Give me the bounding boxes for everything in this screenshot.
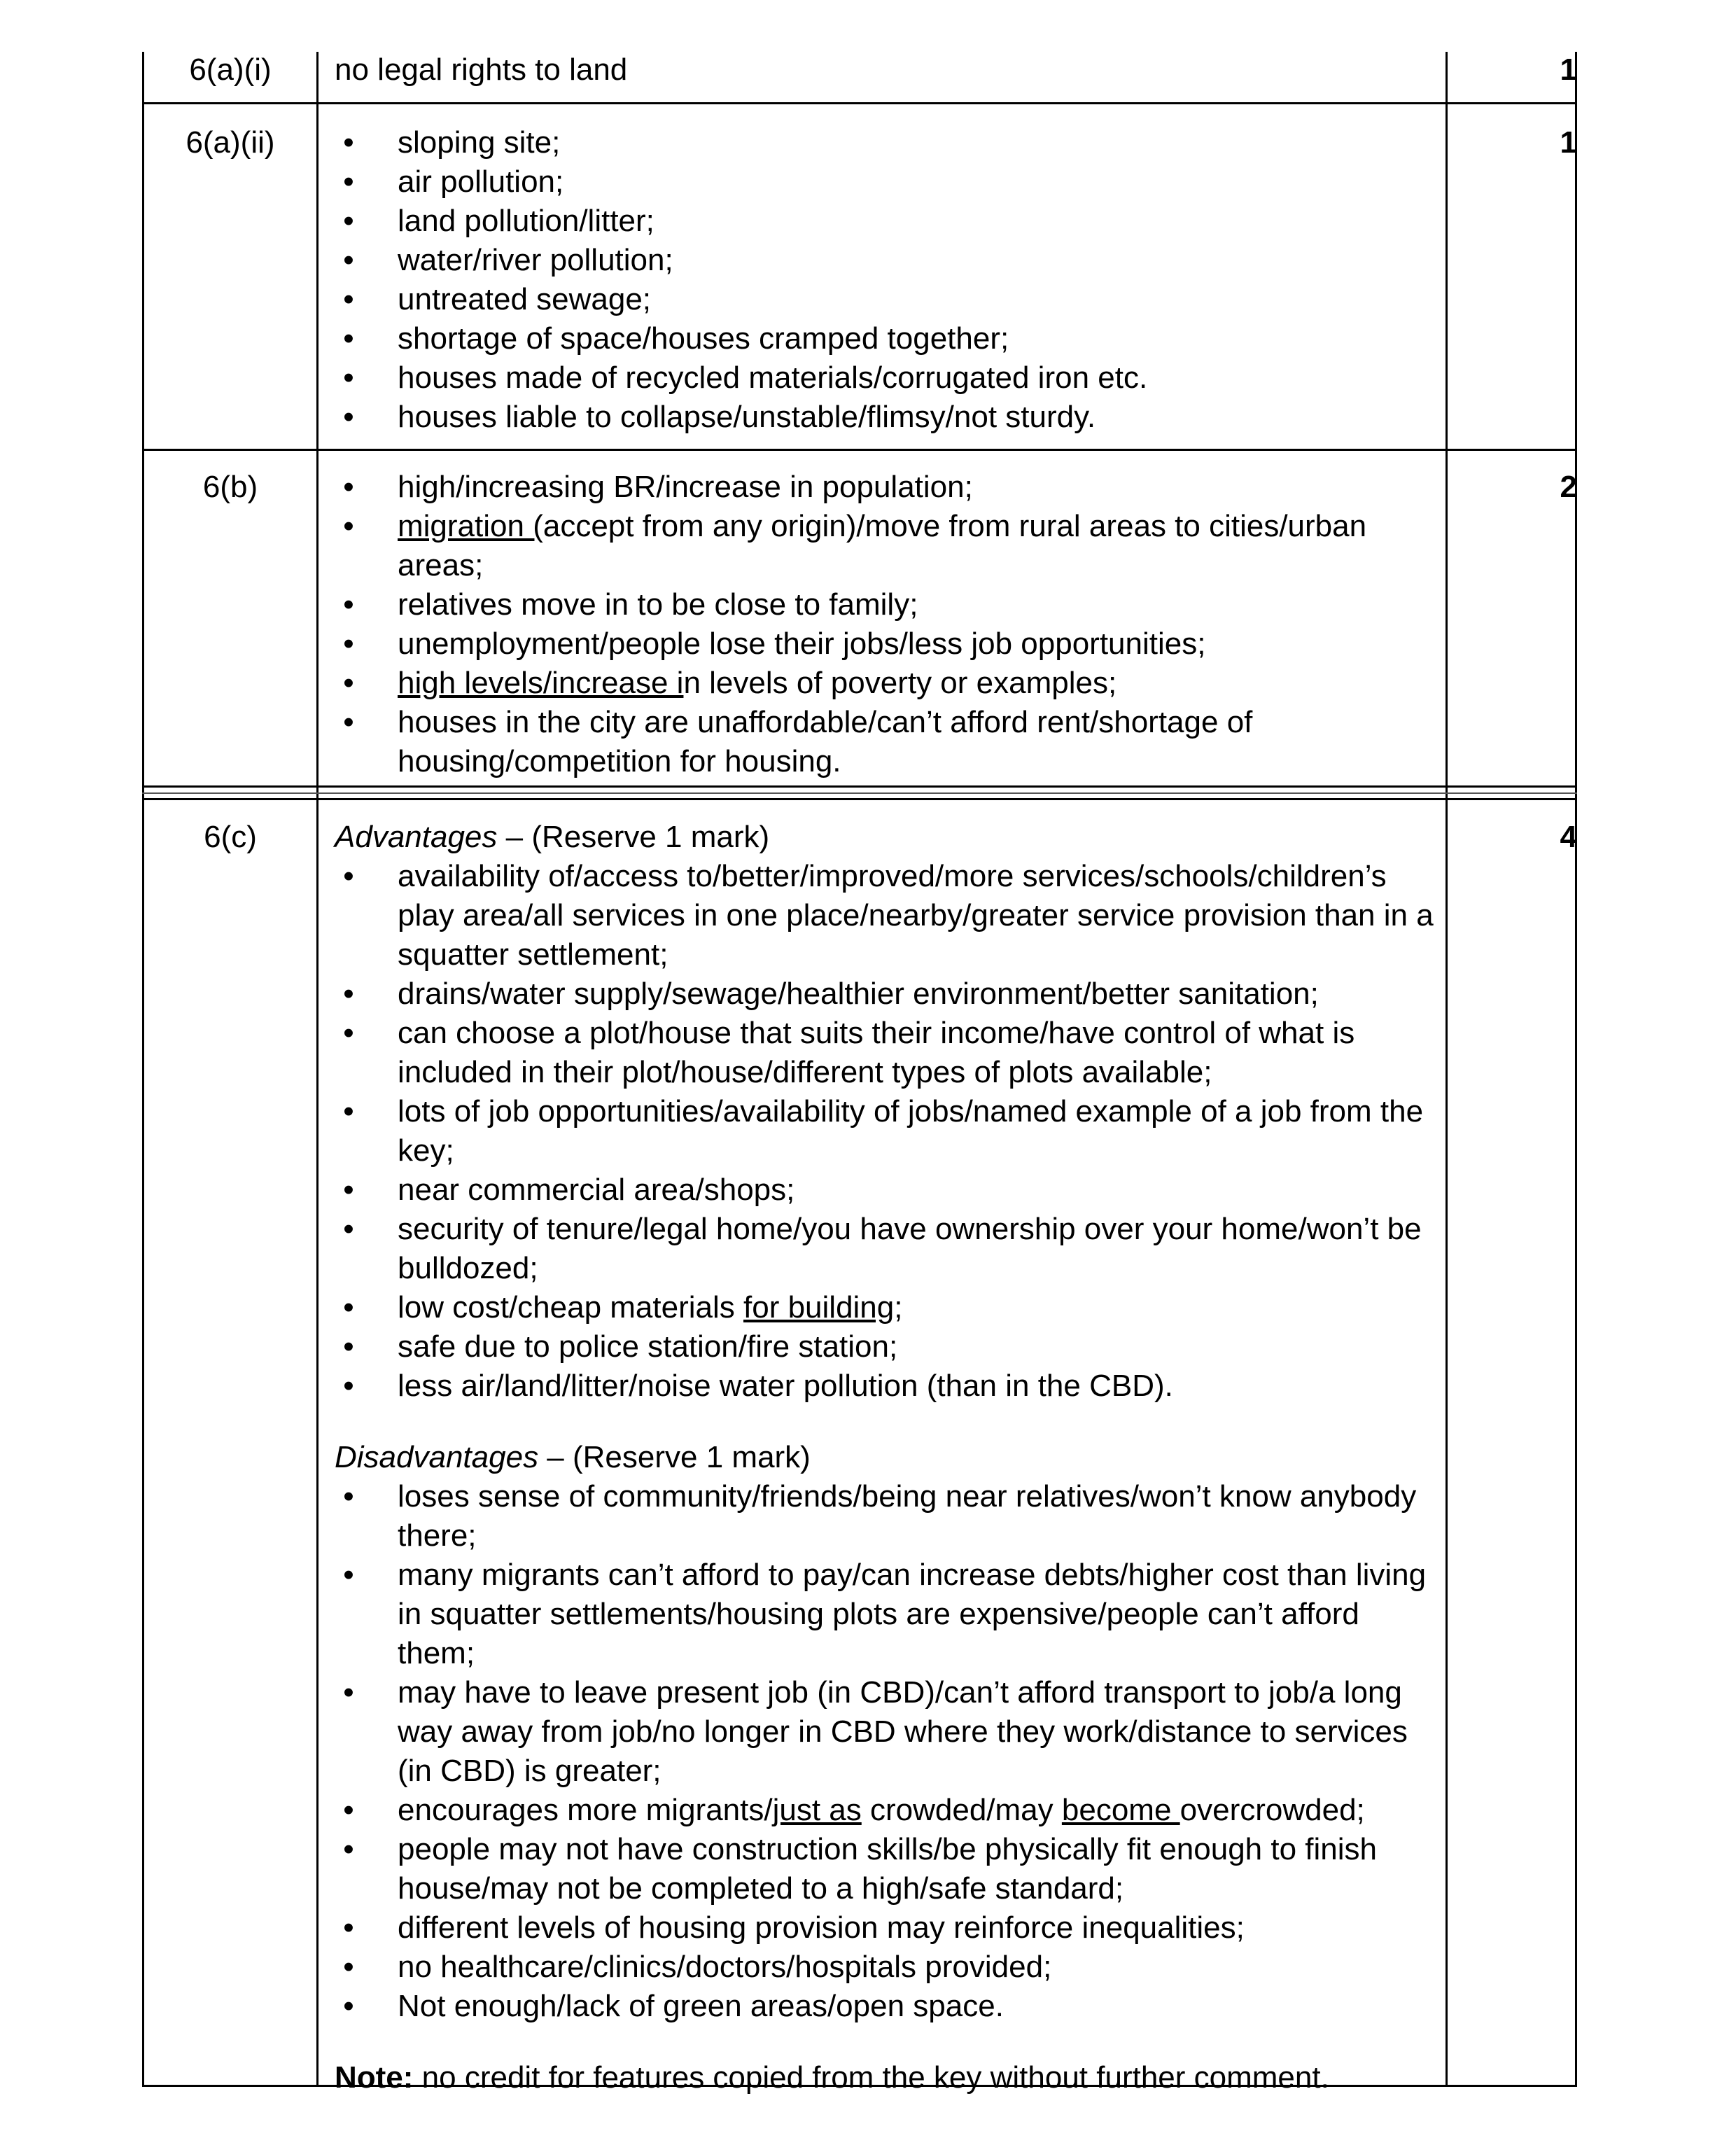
row-divider-2: [142, 449, 1577, 451]
list-item: [335, 1948, 1434, 1987]
list-item: [335, 1014, 1434, 1092]
list-item-text: shortage of space/houses cramped together;: [398, 321, 1009, 356]
list-item: [335, 974, 1434, 1014]
list-item: [335, 241, 1434, 280]
list-item-text: loses sense of community/friends/being near relatives/won’t know anybody there;: [398, 1479, 1417, 1553]
list-item-text: air pollution;: [398, 165, 564, 199]
bullet-icon: •: [343, 243, 354, 277]
row-divider-3b: [142, 792, 1577, 794]
list-item-text: water/river pollution;: [398, 243, 673, 277]
mark-value: 1: [1560, 53, 1577, 87]
list-item-text: can choose a plot/house that suits their income/have control of what is included in their plot/house/different types of plots available;: [398, 1016, 1355, 1089]
bullet-icon: •: [343, 1793, 354, 1827]
list-item: [335, 1556, 1434, 1673]
row-divider-3c: [142, 798, 1577, 800]
table-col-divider-1: [316, 52, 318, 2087]
list-item: [335, 1367, 1434, 1406]
bullet-icon: •: [343, 627, 354, 661]
list-item: [335, 1477, 1434, 1556]
bullet-icon: •: [343, 400, 354, 434]
list-item-text: low cost/cheap materials: [398, 1290, 743, 1325]
answer-bullets: [335, 468, 1434, 781]
list-item-text: different levels of housing provision may reinforce inequalities;: [398, 1910, 1245, 1945]
list-item: [335, 664, 1434, 703]
list-item-text: high/increasing BR/increase in population;: [398, 470, 973, 504]
underlined-text: for building: [743, 1290, 895, 1325]
list-item: [335, 202, 1434, 241]
list-item-text: sloping site;: [398, 125, 561, 160]
bullet-icon: •: [343, 1675, 354, 1710]
list-item: [335, 280, 1434, 319]
list-item-text: houses in the city are unaffordable/can’t afford rent/shortage of housing/competition for housing.: [398, 705, 1253, 778]
row-divider-1: [142, 102, 1577, 104]
disadvantages-heading: Disadvantages – (Reserve 1 mark): [335, 1440, 811, 1474]
bullet-icon: •: [343, 1212, 354, 1246]
list-item-text: Not enough/lack of green areas/open space.: [398, 1989, 1004, 2023]
list-item-text: may have to leave present job (in CBD)/can’t afford transport to job/a long way away from job/no longer in CBD where they work/distance to services (in CBD) is greater;: [398, 1675, 1408, 1788]
list-item: [335, 1327, 1434, 1367]
underlined-text: become: [1061, 1793, 1180, 1827]
list-item: [335, 162, 1434, 202]
list-item-text: encourages more migrants/: [398, 1793, 773, 1827]
bullet-icon: •: [343, 1832, 354, 1866]
bullet-icon: •: [343, 1094, 354, 1129]
table-left-border: [142, 52, 144, 2087]
list-item: [335, 1171, 1434, 1210]
question-number: 6(a)(i): [189, 53, 272, 87]
list-item-text: security of tenure/legal home/you have ownership over your home/won’t be bulldozed;: [398, 1212, 1422, 1285]
question-number: 6(a)(ii): [186, 125, 275, 160]
list-item-text: no healthcare/clinics/doctors/hospitals provided;: [398, 1950, 1052, 1984]
bullet-icon: •: [343, 509, 354, 543]
advantages-list: [335, 857, 1434, 1406]
list-item-text: people may not have construction skills/be physically fit enough to finish house/may not be completed to a high/safe standard;: [398, 1832, 1377, 1906]
list-item-text: many migrants can’t afford to pay/can increase debts/higher cost than living in squatter settlements/housing plots are expensive/people can’t afford them;: [398, 1558, 1427, 1670]
answer-bullets: [335, 123, 1434, 437]
list-item-text: drains/water supply/sewage/healthier environment/better sanitation;: [398, 977, 1319, 1011]
list-item: [335, 703, 1434, 781]
bullet-icon: •: [343, 165, 354, 199]
bullet-list: [335, 123, 1434, 437]
list-item-text: land pollution/litter;: [398, 204, 654, 238]
question-number: 6(b): [202, 470, 258, 504]
list-item-text: accept from any origin)/move from rural areas to cities/urban areas;: [398, 509, 1367, 582]
list-item: [335, 123, 1434, 162]
answer-bullets: [335, 818, 1434, 2097]
disadvantages-list: [335, 1477, 1434, 2026]
list-item-text: untreated sewage;: [398, 282, 652, 316]
bullet-icon: •: [343, 321, 354, 356]
list-item-text: lots of job opportunities/availability of jobs/named example of a job from the key;: [398, 1094, 1424, 1168]
note-label: Note:: [335, 2060, 414, 2095]
bullet-icon: •: [343, 361, 354, 395]
bullet-icon: •: [343, 977, 354, 1011]
list-item: • encourages more migrants/just as crowded/may become overcrowded;: [335, 1791, 1434, 1830]
list-item: [335, 1908, 1434, 1948]
bullet-icon: •: [343, 125, 354, 160]
bullet-icon: •: [343, 1016, 354, 1050]
underlined-text: just as: [772, 1793, 862, 1827]
list-item: [335, 319, 1434, 358]
list-item-text: unemployment/people lose their jobs/less job opportunities;: [398, 627, 1206, 661]
bullet-icon: •: [343, 1369, 354, 1403]
bullet-icon: •: [343, 470, 354, 504]
bullet-icon: •: [343, 1479, 354, 1514]
bullet-icon: •: [343, 859, 354, 893]
bullet-icon: •: [343, 1558, 354, 1592]
list-item-text: houses made of recycled materials/corrugated iron etc.: [398, 361, 1148, 395]
mark-value: 1: [1560, 125, 1577, 160]
list-item: [335, 398, 1434, 437]
list-item: [335, 1987, 1434, 2026]
answer-text: no legal rights to land: [335, 53, 628, 87]
question-number: 6(c): [204, 820, 257, 854]
row-divider-3a: [142, 785, 1577, 788]
list-item: [335, 624, 1434, 664]
mark-value: 2: [1560, 470, 1577, 504]
underlined-text: high levels/increase i: [398, 666, 684, 700]
mark-value: 4: [1560, 820, 1577, 854]
list-item-text: near commercial area/shops;: [398, 1173, 795, 1207]
list-item: [335, 585, 1434, 624]
list-item-text: n levels of poverty or examples;: [683, 666, 1117, 700]
list-item-text: less air/land/litter/noise water pollution (than in the CBD).: [398, 1369, 1173, 1403]
list-item: [335, 358, 1434, 398]
bullet-icon: •: [343, 1290, 354, 1325]
bullet-icon: •: [343, 1950, 354, 1984]
bullet-icon: •: [343, 1910, 354, 1945]
list-item-text: houses liable to collapse/unstable/flimsy/not sturdy.: [398, 400, 1096, 434]
bullet-icon: •: [343, 204, 354, 238]
table-col-divider-2: [1446, 52, 1448, 2087]
list-item: [335, 1830, 1434, 1908]
underlined-text: migration (: [398, 509, 543, 543]
list-item: [335, 1210, 1434, 1288]
list-item-text: relatives move in to be close to family;: [398, 587, 918, 622]
list-item: [335, 857, 1434, 974]
list-item: [335, 507, 1434, 585]
advantages-heading: Advantages – (Reserve 1 mark): [335, 820, 770, 854]
bullet-list: [335, 468, 1434, 781]
list-item-text: availability of/access to/better/improved/more services/schools/children’s play area/all services in one place/nearby/greater service provision than in a squatter settlement;: [398, 859, 1434, 972]
list-item: [335, 1092, 1434, 1171]
note-line: [335, 2058, 1434, 2097]
table-right-border: [1575, 52, 1577, 2087]
bullet-icon: •: [343, 1329, 354, 1364]
list-item-text: safe due to police station/fire station;: [398, 1329, 898, 1364]
bullet-icon: •: [343, 705, 354, 739]
list-item: [335, 1673, 1434, 1791]
list-item: • low cost/cheap materials for building;: [335, 1288, 1434, 1327]
bullet-icon: •: [343, 1173, 354, 1207]
list-item: [335, 468, 1434, 507]
bullet-icon: •: [343, 587, 354, 622]
bullet-icon: •: [343, 666, 354, 700]
note-text: no credit for features copied from the key without further comment.: [413, 2060, 1329, 2095]
bullet-icon: •: [343, 1989, 354, 2023]
bullet-icon: •: [343, 282, 354, 316]
